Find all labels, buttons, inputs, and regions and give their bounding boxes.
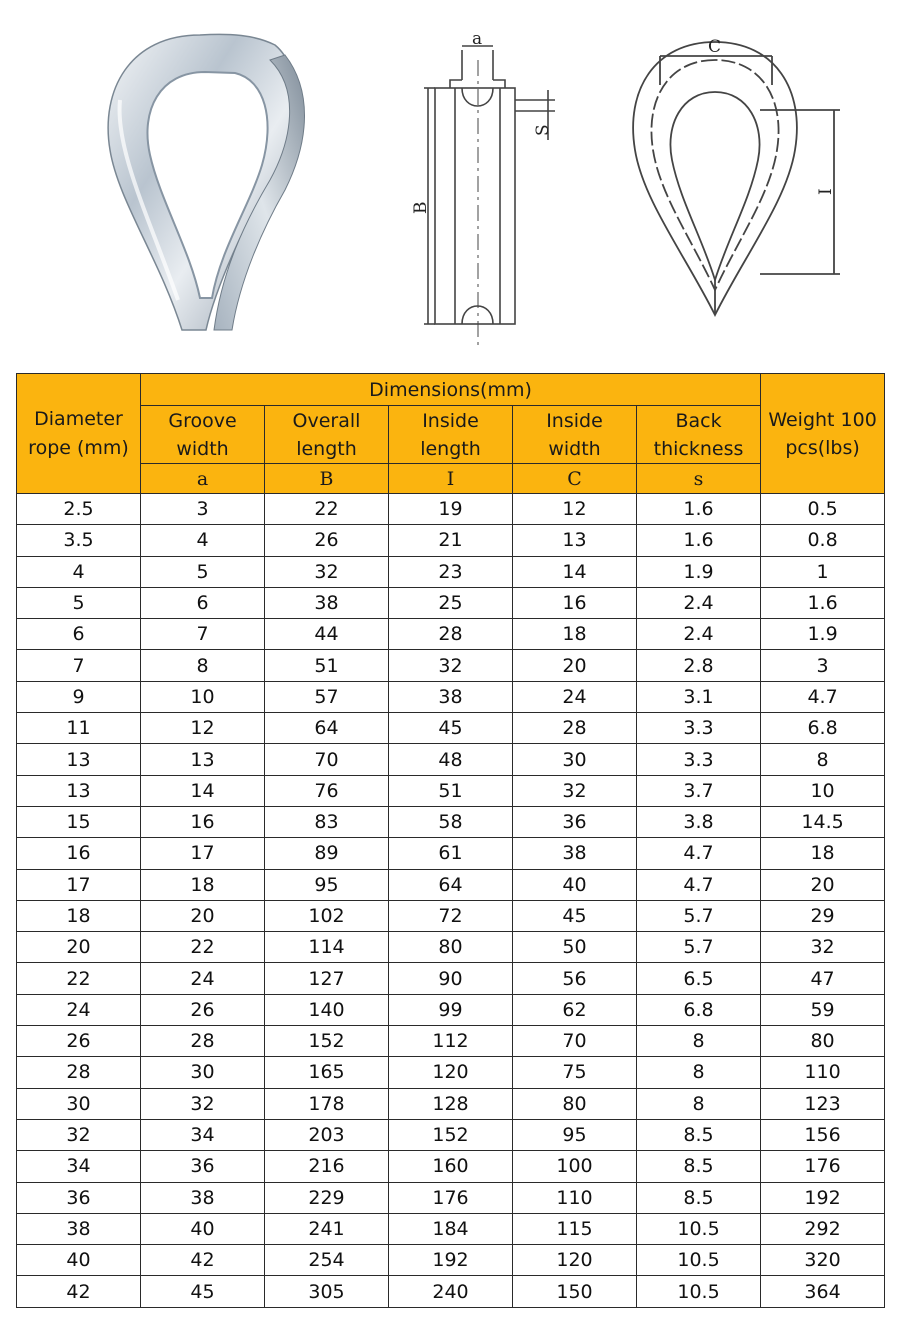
- table-row: [17, 1151, 885, 1182]
- cell-inside-width: 120: [513, 1245, 637, 1276]
- cell-back-thickness: 5.7: [637, 932, 761, 963]
- cell-groove-width: 8: [141, 650, 265, 681]
- cell-inside-width: 45: [513, 900, 637, 931]
- cell-overall-length: 127: [265, 963, 389, 994]
- cell-back-thickness: 8: [637, 1088, 761, 1119]
- table-row: [17, 963, 885, 994]
- cell-back-thickness: 10.5: [637, 1276, 761, 1307]
- cell-inside-length: 21: [389, 525, 513, 556]
- cell-overall-length: 95: [265, 869, 389, 900]
- cell-diameter: 20: [17, 932, 141, 963]
- cell-diameter: 9: [17, 681, 141, 712]
- cell-diameter: 4: [17, 556, 141, 587]
- cell-diameter: 6: [17, 619, 141, 650]
- cell-inside-width: 32: [513, 775, 637, 806]
- cell-groove-width: 14: [141, 775, 265, 806]
- cell-groove-width: 20: [141, 900, 265, 931]
- header-weight: Weight 100 pcs(lbs): [761, 374, 885, 494]
- cell-inside-length: 160: [389, 1151, 513, 1182]
- cell-diameter: 40: [17, 1245, 141, 1276]
- header-diameter: Diameter rope (mm): [17, 374, 141, 494]
- cell-groove-width: 16: [141, 806, 265, 837]
- cell-inside-width: 20: [513, 650, 637, 681]
- spec-table: [16, 373, 885, 1308]
- header-symbol-s: s: [637, 464, 761, 494]
- cell-diameter: 11: [17, 713, 141, 744]
- cell-groove-width: 5: [141, 556, 265, 587]
- table-row: [17, 1057, 885, 1088]
- cell-weight: 59: [761, 994, 885, 1025]
- cell-inside-width: 75: [513, 1057, 637, 1088]
- cell-overall-length: 64: [265, 713, 389, 744]
- cell-diameter: 13: [17, 744, 141, 775]
- cell-inside-width: 70: [513, 1026, 637, 1057]
- side-view-drawing: [390, 0, 590, 370]
- cell-diameter: 22: [17, 963, 141, 994]
- cell-back-thickness: 8.5: [637, 1182, 761, 1213]
- cell-overall-length: 165: [265, 1057, 389, 1088]
- cell-weight: 192: [761, 1182, 885, 1213]
- cell-diameter: 34: [17, 1151, 141, 1182]
- cell-groove-width: 26: [141, 994, 265, 1025]
- cell-inside-length: 152: [389, 1119, 513, 1150]
- cell-weight: 1.9: [761, 619, 885, 650]
- cell-back-thickness: 10.5: [637, 1245, 761, 1276]
- cell-diameter: 13: [17, 775, 141, 806]
- cell-overall-length: 22: [265, 494, 389, 525]
- cell-back-thickness: 3.3: [637, 744, 761, 775]
- header-inside-length: Inside length: [389, 406, 513, 464]
- cell-inside-width: 62: [513, 994, 637, 1025]
- cell-overall-length: 70: [265, 744, 389, 775]
- table-row: [17, 932, 885, 963]
- cell-weight: 1: [761, 556, 885, 587]
- table-row: [17, 1276, 885, 1307]
- cell-weight: 8: [761, 744, 885, 775]
- cell-overall-length: 241: [265, 1213, 389, 1244]
- cell-groove-width: 13: [141, 744, 265, 775]
- cell-groove-width: 34: [141, 1119, 265, 1150]
- cell-inside-length: 80: [389, 932, 513, 963]
- table-row: [17, 525, 885, 556]
- cell-diameter: 18: [17, 900, 141, 931]
- cell-groove-width: 45: [141, 1276, 265, 1307]
- cell-inside-length: 51: [389, 775, 513, 806]
- cell-diameter: 24: [17, 994, 141, 1025]
- cell-weight: 18: [761, 838, 885, 869]
- cell-groove-width: 28: [141, 1026, 265, 1057]
- cell-diameter: 17: [17, 869, 141, 900]
- cell-inside-length: 58: [389, 806, 513, 837]
- cell-overall-length: 51: [265, 650, 389, 681]
- cell-groove-width: 18: [141, 869, 265, 900]
- cell-inside-width: 24: [513, 681, 637, 712]
- cell-inside-length: 72: [389, 900, 513, 931]
- cell-groove-width: 3: [141, 494, 265, 525]
- cell-weight: 0.5: [761, 494, 885, 525]
- cell-weight: 14.5: [761, 806, 885, 837]
- cell-inside-width: 13: [513, 525, 637, 556]
- cell-back-thickness: 8.5: [637, 1151, 761, 1182]
- table-row: [17, 1088, 885, 1119]
- front-view-drawing: [600, 0, 860, 370]
- cell-weight: 32: [761, 932, 885, 963]
- cell-back-thickness: 5.7: [637, 900, 761, 931]
- cell-inside-width: 36: [513, 806, 637, 837]
- cell-weight: 10: [761, 775, 885, 806]
- cell-diameter: 2.5: [17, 494, 141, 525]
- cell-groove-width: 6: [141, 587, 265, 618]
- cell-weight: 110: [761, 1057, 885, 1088]
- cell-groove-width: 30: [141, 1057, 265, 1088]
- cell-overall-length: 76: [265, 775, 389, 806]
- table-row: [17, 713, 885, 744]
- cell-diameter: 3.5: [17, 525, 141, 556]
- cell-inside-length: 23: [389, 556, 513, 587]
- cell-weight: 29: [761, 900, 885, 931]
- cell-diameter: 42: [17, 1276, 141, 1307]
- cell-weight: 4.7: [761, 681, 885, 712]
- cell-weight: 292: [761, 1213, 885, 1244]
- cell-inside-width: 12: [513, 494, 637, 525]
- cell-overall-length: 203: [265, 1119, 389, 1150]
- dim-label-s: S: [533, 124, 553, 136]
- cell-diameter: 32: [17, 1119, 141, 1150]
- cell-groove-width: 38: [141, 1182, 265, 1213]
- cell-diameter: 26: [17, 1026, 141, 1057]
- header-back-thickness: Back thickness: [637, 406, 761, 464]
- cell-overall-length: 229: [265, 1182, 389, 1213]
- cell-inside-length: 176: [389, 1182, 513, 1213]
- cell-inside-width: 38: [513, 838, 637, 869]
- cell-weight: 0.8: [761, 525, 885, 556]
- cell-weight: 156: [761, 1119, 885, 1150]
- cell-inside-length: 112: [389, 1026, 513, 1057]
- table-row: [17, 587, 885, 618]
- cell-diameter: 30: [17, 1088, 141, 1119]
- cell-back-thickness: 1.6: [637, 525, 761, 556]
- cell-inside-length: 120: [389, 1057, 513, 1088]
- cell-inside-width: 110: [513, 1182, 637, 1213]
- table-row: [17, 806, 885, 837]
- cell-weight: 1.6: [761, 587, 885, 618]
- cell-weight: 47: [761, 963, 885, 994]
- table-row: [17, 556, 885, 587]
- cell-overall-length: 152: [265, 1026, 389, 1057]
- cell-inside-width: 50: [513, 932, 637, 963]
- cell-inside-width: 28: [513, 713, 637, 744]
- cell-back-thickness: 6.8: [637, 994, 761, 1025]
- cell-overall-length: 44: [265, 619, 389, 650]
- dim-label-b: B: [411, 201, 431, 214]
- cell-diameter: 28: [17, 1057, 141, 1088]
- table-row: [17, 869, 885, 900]
- table-row: [17, 1026, 885, 1057]
- cell-back-thickness: 8: [637, 1026, 761, 1057]
- cell-overall-length: 89: [265, 838, 389, 869]
- cell-overall-length: 83: [265, 806, 389, 837]
- cell-weight: 80: [761, 1026, 885, 1057]
- table-row: [17, 494, 885, 525]
- table-row: [17, 838, 885, 869]
- cell-inside-length: 61: [389, 838, 513, 869]
- cell-weight: 364: [761, 1276, 885, 1307]
- cell-overall-length: 26: [265, 525, 389, 556]
- thimble-photo: [0, 0, 320, 370]
- table-row: [17, 681, 885, 712]
- cell-groove-width: 10: [141, 681, 265, 712]
- cell-inside-width: 16: [513, 587, 637, 618]
- dim-label-i: I: [816, 188, 836, 195]
- header-symbol-a: a: [141, 464, 265, 494]
- cell-back-thickness: 6.5: [637, 963, 761, 994]
- cell-back-thickness: 2.4: [637, 587, 761, 618]
- cell-groove-width: 7: [141, 619, 265, 650]
- cell-overall-length: 305: [265, 1276, 389, 1307]
- table-row: [17, 650, 885, 681]
- cell-back-thickness: 4.7: [637, 869, 761, 900]
- cell-inside-width: 14: [513, 556, 637, 587]
- header-groove-width: Groove width: [141, 406, 265, 464]
- table-row: [17, 1213, 885, 1244]
- cell-diameter: 38: [17, 1213, 141, 1244]
- cell-inside-width: 150: [513, 1276, 637, 1307]
- cell-weight: 6.8: [761, 713, 885, 744]
- cell-back-thickness: 3.3: [637, 713, 761, 744]
- cell-diameter: 7: [17, 650, 141, 681]
- cell-inside-length: 64: [389, 869, 513, 900]
- cell-inside-width: 40: [513, 869, 637, 900]
- cell-inside-length: 192: [389, 1245, 513, 1276]
- cell-inside-width: 80: [513, 1088, 637, 1119]
- cell-overall-length: 178: [265, 1088, 389, 1119]
- cell-diameter: 16: [17, 838, 141, 869]
- cell-back-thickness: 3.8: [637, 806, 761, 837]
- cell-overall-length: 32: [265, 556, 389, 587]
- cell-inside-length: 45: [389, 713, 513, 744]
- cell-overall-length: 140: [265, 994, 389, 1025]
- cell-groove-width: 4: [141, 525, 265, 556]
- table-row: [17, 619, 885, 650]
- cell-back-thickness: 8: [637, 1057, 761, 1088]
- table-row: [17, 1119, 885, 1150]
- cell-inside-length: 90: [389, 963, 513, 994]
- cell-diameter: 5: [17, 587, 141, 618]
- table-row: [17, 775, 885, 806]
- cell-overall-length: 114: [265, 932, 389, 963]
- cell-inside-width: 95: [513, 1119, 637, 1150]
- cell-inside-length: 240: [389, 1276, 513, 1307]
- cell-back-thickness: 10.5: [637, 1213, 761, 1244]
- cell-weight: 20: [761, 869, 885, 900]
- cell-inside-length: 19: [389, 494, 513, 525]
- cell-inside-length: 184: [389, 1213, 513, 1244]
- cell-overall-length: 57: [265, 681, 389, 712]
- cell-inside-width: 100: [513, 1151, 637, 1182]
- cell-groove-width: 17: [141, 838, 265, 869]
- cell-inside-width: 115: [513, 1213, 637, 1244]
- cell-groove-width: 24: [141, 963, 265, 994]
- cell-groove-width: 42: [141, 1245, 265, 1276]
- cell-inside-length: 99: [389, 994, 513, 1025]
- cell-inside-width: 18: [513, 619, 637, 650]
- header-overall-length: Overall length: [265, 406, 389, 464]
- cell-inside-length: 48: [389, 744, 513, 775]
- cell-back-thickness: 4.7: [637, 838, 761, 869]
- table-row: [17, 1245, 885, 1276]
- cell-back-thickness: 2.8: [637, 650, 761, 681]
- cell-back-thickness: 1.6: [637, 494, 761, 525]
- dim-label-a: a: [472, 29, 483, 49]
- table-row: [17, 900, 885, 931]
- cell-diameter: 15: [17, 806, 141, 837]
- header-symbol-c: C: [513, 464, 637, 494]
- cell-groove-width: 40: [141, 1213, 265, 1244]
- cell-weight: 123: [761, 1088, 885, 1119]
- cell-back-thickness: 8.5: [637, 1119, 761, 1150]
- cell-overall-length: 254: [265, 1245, 389, 1276]
- cell-inside-length: 25: [389, 587, 513, 618]
- header-symbol-i: I: [389, 464, 513, 494]
- spec-table-body: [17, 494, 885, 1308]
- product-figures: [0, 0, 900, 370]
- cell-overall-length: 38: [265, 587, 389, 618]
- cell-inside-width: 30: [513, 744, 637, 775]
- header-symbol-b: B: [265, 464, 389, 494]
- cell-groove-width: 32: [141, 1088, 265, 1119]
- dim-label-c: C: [708, 37, 722, 57]
- table-row: [17, 1182, 885, 1213]
- cell-back-thickness: 3.7: [637, 775, 761, 806]
- cell-back-thickness: 3.1: [637, 681, 761, 712]
- header-inside-width: Inside width: [513, 406, 637, 464]
- table-row: [17, 994, 885, 1025]
- cell-inside-length: 38: [389, 681, 513, 712]
- cell-inside-width: 56: [513, 963, 637, 994]
- cell-groove-width: 36: [141, 1151, 265, 1182]
- header-dimensions: Dimensions(mm): [141, 374, 761, 406]
- table-row: [17, 744, 885, 775]
- cell-groove-width: 12: [141, 713, 265, 744]
- cell-back-thickness: 2.4: [637, 619, 761, 650]
- cell-inside-length: 128: [389, 1088, 513, 1119]
- cell-weight: 3: [761, 650, 885, 681]
- cell-diameter: 36: [17, 1182, 141, 1213]
- cell-back-thickness: 1.9: [637, 556, 761, 587]
- cell-weight: 320: [761, 1245, 885, 1276]
- cell-inside-length: 32: [389, 650, 513, 681]
- cell-overall-length: 216: [265, 1151, 389, 1182]
- cell-overall-length: 102: [265, 900, 389, 931]
- cell-groove-width: 22: [141, 932, 265, 963]
- cell-inside-length: 28: [389, 619, 513, 650]
- cell-weight: 176: [761, 1151, 885, 1182]
